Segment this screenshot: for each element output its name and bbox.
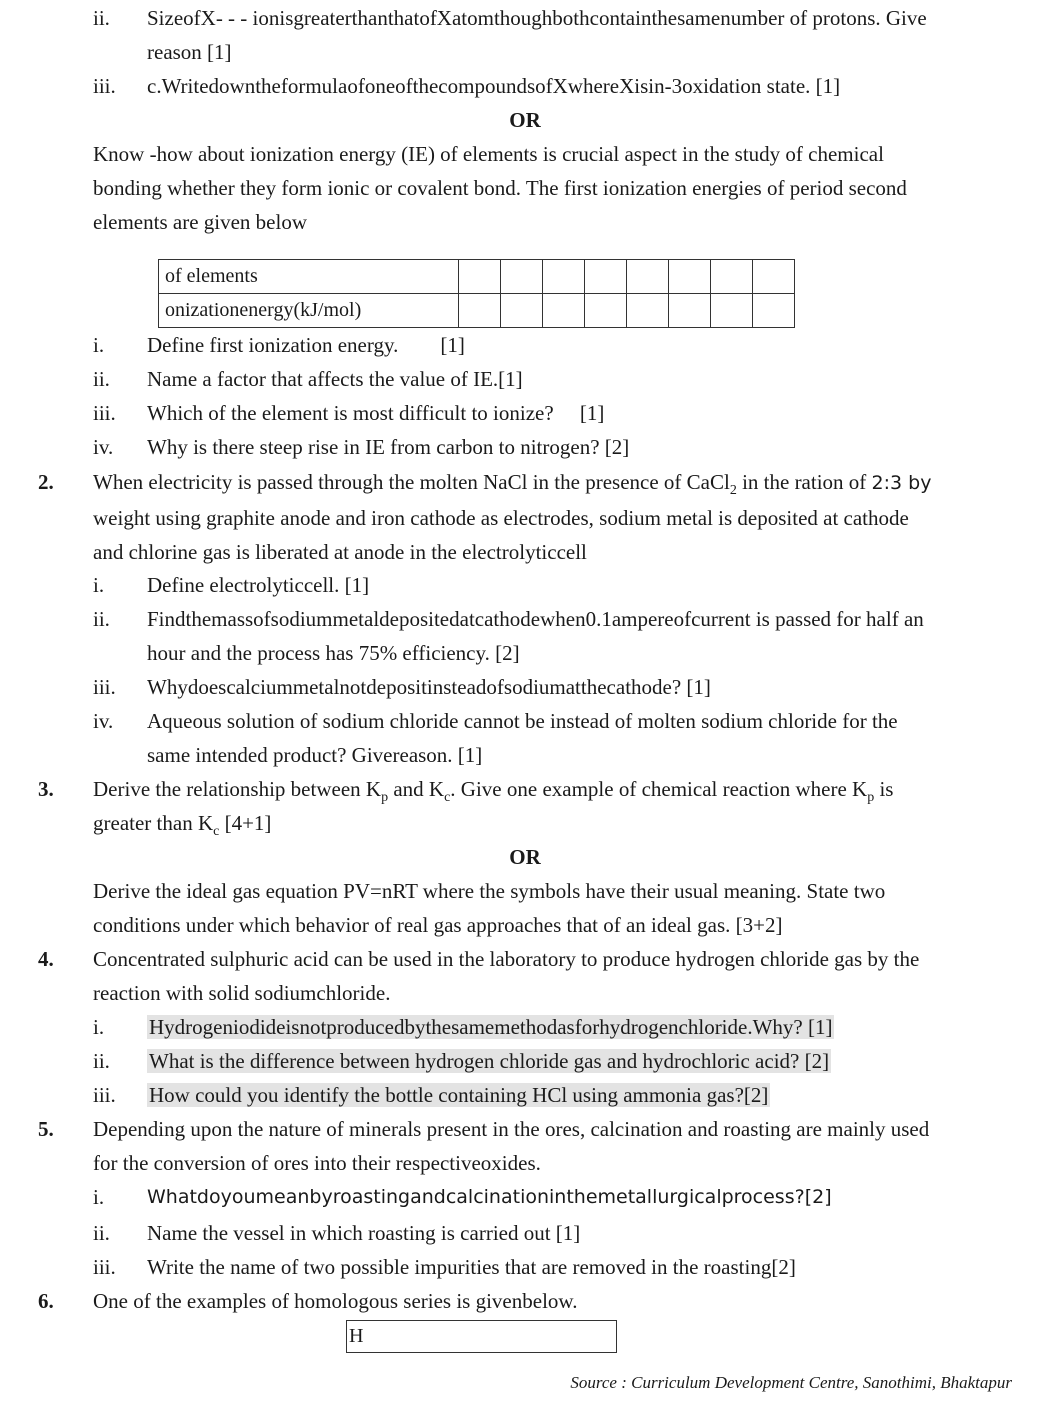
table-row <box>159 260 795 294</box>
question-text: Define first ionization energy. [1] <box>147 333 465 357</box>
table-cell <box>501 260 543 294</box>
question-text: Findthemassofsodiummetaldepositedatcathodewhen0.1ampereofcurrent is passed for half an <box>147 607 924 631</box>
table-row-header: onizationenergy(kJ/mol) <box>159 294 459 328</box>
source-credit: Source : Curriculum Development Centre, Sanothimi, Bhaktapur <box>570 1373 1012 1392</box>
question-number: 5. <box>38 1117 54 1141</box>
table-cell <box>627 294 669 328</box>
question-text: c.WritedowntheformulaofoneofthecompoundsofXwhereXisin-3oxidation state. [1] <box>147 74 841 98</box>
item-number: i. <box>93 1015 105 1039</box>
paragraph-line: Depending upon the nature of minerals present in the ores, calcination and roasting are mainly used <box>93 1117 930 1141</box>
question-text: Aqueous solution of sodium chloride cannot be instead of molten sodium chloride for the <box>147 709 898 733</box>
table-cell <box>543 260 585 294</box>
paragraph-line: Derive the ideal gas equation PV=nRT where the symbols have their usual meaning. State two <box>93 879 886 903</box>
question-text: SizeofX- - - ionisgreaterthanthatofXatomthoughbothcontainthesamenumber of protons. Give <box>147 6 927 30</box>
question-text: Write the name of two possible impurities that are removed in the roasting[2] <box>147 1255 796 1279</box>
paragraph-line: greater than $K_c$ [4+1] <box>93 811 272 840</box>
table-cell <box>585 294 627 328</box>
question-number: 4. <box>38 947 54 971</box>
question-text <box>147 1081 770 1109</box>
table-cell <box>543 294 585 328</box>
paragraph-line: When electricity is passed through the molten NaCl in the presence of CaCl$_2$ in the ration of 2:3 by <box>93 470 932 499</box>
item-number: iv. <box>93 709 114 733</box>
item-number: ii. <box>93 607 110 631</box>
table-cell <box>711 260 753 294</box>
formula-box <box>346 1320 617 1353</box>
question-text: Name a factor that affects the value of IE.[1] <box>147 367 523 391</box>
paragraph-line: One of the examples of homologous series is givenbelow. <box>93 1289 578 1313</box>
question-text: Which of the element is most difficult to ionize? [1] <box>147 401 605 425</box>
paragraph-line: Derive the relationship between $K_p$ and $K_c$. Give one example of chemical reaction where $K_p$ is <box>93 777 894 806</box>
question-text: Define electrolyticcell. [1] <box>147 573 370 597</box>
or-separator: OR <box>509 108 541 132</box>
paragraph-line: Know -how about ionization energy (IE) of elements is crucial aspect in the study of chemical <box>93 142 884 166</box>
question-text: reason [1] <box>147 40 232 64</box>
question-text: hour and the process has 75% efficiency. [2] <box>147 641 520 665</box>
table-cell <box>627 260 669 294</box>
paragraph-line: for the conversion of ores into their respectiveoxides. <box>93 1151 541 1175</box>
question-text <box>147 1013 834 1041</box>
question-text <box>147 1047 831 1075</box>
highlighted-text: Hydrogeniodideisnotproducedbythesamemethodasforhydrogenchloride.Why? [1] <box>149 1015 833 1039</box>
paragraph-line: reaction with solid sodiumchloride. <box>93 981 391 1005</box>
table-row <box>159 294 795 328</box>
table-cell <box>669 260 711 294</box>
item-number: iii. <box>93 675 116 699</box>
formula-text: H <box>349 1325 364 1347</box>
table-cell <box>753 260 795 294</box>
paragraph-line: elements are given below <box>93 210 307 234</box>
question-number: 2. <box>38 470 54 494</box>
table-cell <box>459 260 501 294</box>
table-cell <box>669 294 711 328</box>
item-number: iii. <box>93 1255 116 1279</box>
item-number: iv. <box>93 435 114 459</box>
item-number: i. <box>93 1185 105 1209</box>
question-text: Whatdoyoumeanbyroastingandcalcinationinthemetallurgicalprocess?[2] <box>147 1186 832 1208</box>
or-separator: OR <box>509 845 541 869</box>
item-number: ii. <box>93 1221 110 1245</box>
item-number: iii. <box>93 74 116 98</box>
question-text: Name the vessel in which roasting is carried out [1] <box>147 1221 581 1245</box>
paragraph-line: conditions under which behavior of real gas approaches that of an ideal gas. [3+2] <box>93 913 783 937</box>
item-number: iii. <box>93 401 116 425</box>
item-number: i. <box>93 573 105 597</box>
table-cell <box>501 294 543 328</box>
item-number: ii. <box>93 6 110 30</box>
table-cell <box>711 294 753 328</box>
item-number: ii. <box>93 367 110 391</box>
question-text: Whydoescalciummetalnotdepositinsteadofsodiumatthecathode? [1] <box>147 675 711 699</box>
paragraph-line: Concentrated sulphuric acid can be used in the laboratory to produce hydrogen chloride gas by the <box>93 947 920 971</box>
question-number: 6. <box>38 1289 54 1313</box>
paragraph-line: and chlorine gas is liberated at anode in the electrolyticcell <box>93 540 587 564</box>
question-text: same intended product? Givereason. [1] <box>147 743 483 767</box>
table-cell <box>585 260 627 294</box>
paragraph-line: weight using graphite anode and iron cathode as electrodes, sodium metal is deposited at cathode <box>93 506 909 530</box>
item-number: iii. <box>93 1083 116 1107</box>
table-cell <box>753 294 795 328</box>
item-number: ii. <box>93 1049 110 1073</box>
paragraph-line: bonding whether they form ionic or covalent bond. The first ionization energies of period second <box>93 176 907 200</box>
ionization-energy-table <box>158 259 795 328</box>
item-number: i. <box>93 333 105 357</box>
question-number: 3. <box>38 777 54 801</box>
highlighted-text: What is the difference between hydrogen chloride gas and hydrochloric acid? [2] <box>149 1049 830 1073</box>
table-cell <box>459 294 501 328</box>
highlighted-text: How could you identify the bottle containing HCl using ammonia gas?[2] <box>149 1083 769 1107</box>
question-text: Why is there steep rise in IE from carbon to nitrogen? [2] <box>147 435 630 459</box>
table-row-header: of elements <box>159 260 459 294</box>
